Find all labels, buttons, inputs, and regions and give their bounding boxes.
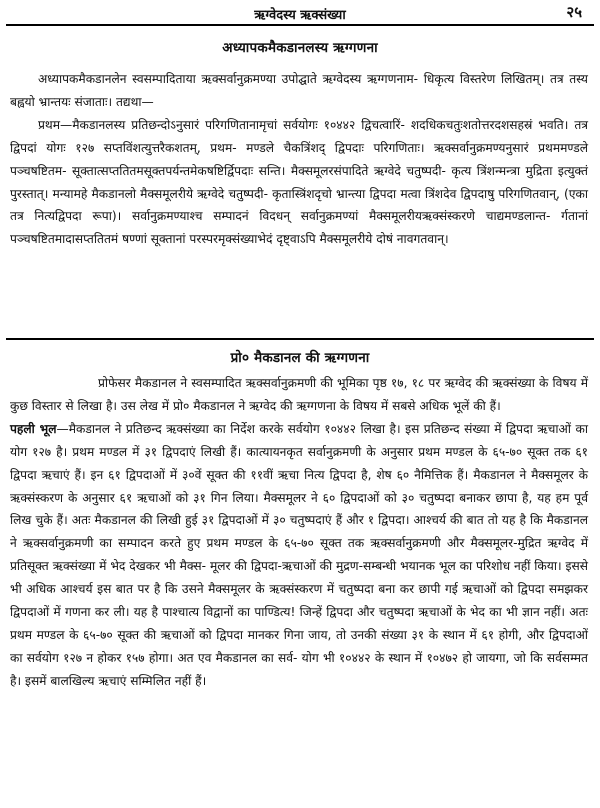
paragraph: प्रोफेसर मैकडानल ने स्वसम्पादित ऋक्सर्वानुक्रमणी की भूमिका पृष्ठ १७, १८ पर ऋग्वेद की ऋक्संख्या के विषय में कुछ विस्तार से लिखा है। उस लेख में प्रो० मैकडानल ने ऋग्वेद की ऋग्गणना के विषय में सबसे अधिक भूलें की हैं। (10, 376, 588, 413)
section-divider (6, 338, 594, 340)
page-number: २५ (566, 3, 582, 21)
hindi-section-body (10, 372, 588, 693)
section-heading-sanskrit: अध्यापकमैकडानलस्य ऋग्गणना (222, 40, 378, 56)
paragraph (10, 418, 588, 693)
paragraph-text: —मैकडानल ने प्रतिछन्द ऋक्संख्या का निर्देश करके सर्वयोग १०४४२ लिखा है। इस प्रतिछन्द संख्या में द्विपदा ऋचाओं का योग १२७ है। प्रथम मण्डल में ३१ द्विपदाएं लिखी हैं। कात्यायनकृत सर्वानुक्रमणी के अनुसार प्रथम मण्डल के ६५-७० सूक्त तक ६१ द्विपदा ऋचाएं हैं। इन ६१ द्विपदाओं में ३०वें सूक्त की ११वीं ऋचा नित्य द्विपदा है, शेष ६० नैमित्तिक हैं। मैकडानल ने मैक्समूलर के ऋक्संस्करण के अनुसार ६१ ऋचाओं को ३१ गिन लिया। मैक्समूलर ने ६० द्विपदाओं को ३० चतुष्पदा बनाकर छापा है, यह हम पूर्व लिख चुके हैं। अतः मैकडानल की लिखी हुई ३१ द्विपदाओं में ३० चतुष्पदाएं हैं और १ द्विपदा। आश्चर्य की बात तो यह है कि मैकडानल ने ऋक्सर्वानुक्रमणी का सम्पादन करते हुए प्रथम मण्डल के ६५-७० सूक्त तक ऋक्सर्वानुक्रमणी और मैक्समूलर-मुद्रित ऋग्वेद में प्रतिसूक्त ऋक्संख्या में भेद देखकर भी मैक्स- मूलर की द्विपदा-ऋचाओं की मुद्रण-सम्बन्धी भयानक भूल का परिशोध नहीं किया। इससे भी अधिक आश्चर्य इस बात पर है कि उसने मैक्समूलर के ऋक्संस्करण में चतुष्पदा बना कर छापी गई ऋचाओं को द्विपदा समझकर द्विपदाओं में गणना कर ली। यह है पाश्चात्य विद्वानों का पाण्डित्य! जिन्हें द्विपदा और चतुष्पदा ऋचाओं के भेद का भी ज्ञान नहीं। अतः प्रथम मण्डल के ६५-७० सूक्त की ऋचाओं को द्विपदा मानकर गिना जाय, तो उनकी संख्या ३१ के स्थान में ६१ होगी, और द्विपदाओं का सर्वयोग १२७ न होकर १५७ होगा। अत एव मैकडानल का सर्व- योग भी १०४४२ के स्थान में १०४७२ हो जायगा, जो कि सर्वसम्मत है। इसमें बालखिल्य ऋचाएं सम्मिलित नहीं हैं। (10, 421, 589, 688)
paragraph: अध्यापकमैकडानलेन स्वसम्पादिताया ऋक्सर्वानुक्रमण्या उपोद्घाते ऋग्वेदस्य ऋग्गणनाम- धिकृत्य विस्तरेण लिखितम्। तत्र तस्य बह्वयो भ्रान्तयः संजाताः। तद्यथा— (10, 72, 588, 109)
paragraph: प्रथम—मैकडानलस्य प्रतिछन्दोऽनुसारं परिगणितानामृचां सर्वयोगः १०४४२ द्विचत्वारिं- शदधिकचतुःशतोत्तरदशसहस्रं भवति। तत्र द्विपदां योगः १२७ सप्तविंशत्युत्तरैकशतम्, प्रथम- मण्डले चैकत्रिंशद् द्विपदाः परिगणिताः। ऋक्सर्वानुक्रमण्यनुसारं प्रथममण्डले पञ्चषष्टितम- सूक्तात्सप्ततितमसूक्तपर्यन्तमेकषष्टिर्द्विपदाः सन्ति। मैक्समूलरसंपादिते ऋग्वेदे चतुष्पदी- कृत्य त्रिंशन्मन्त्रा मुद्रिता इत्युक्तं पुरस्तात्। मन्यामहे मैकडानलो मैक्समूलरीये ऋग्वेदे चतुष्पदी- कृतास्त्रिंशदृचो भ्रान्त्या द्विपदा मत्वा त्रिंशदेव द्विपदाषु परिगणितवान्, (एका तत्र नित्यद्विपदा रूपा)। सर्वानुक्रमण्याश्च सम्पादनं विदधन् सर्वानुक्रमण्यां मैक्समूलरीयऋक्संस्करणे चाद्यमण्डलान्त- र्गतानां पञ्चषष्टितमादासप्ततितमं षण्णां सूक्तानां परस्परमृक्संख्याभेदं दृष्ट्वाऽपि मैक्समूलरीये दोषं नावगतवान्। (10, 117, 588, 247)
sanskrit-section-body (10, 68, 588, 251)
running-header (0, 2, 600, 24)
running-title: ऋग्वेदस्य ऋक्संख्या (254, 8, 346, 23)
section-heading-hindi: प्रो० मैकडानल की ऋग्गणना (230, 350, 370, 366)
header-rule (6, 24, 594, 26)
lead-phrase: पहली भूल (10, 421, 57, 436)
